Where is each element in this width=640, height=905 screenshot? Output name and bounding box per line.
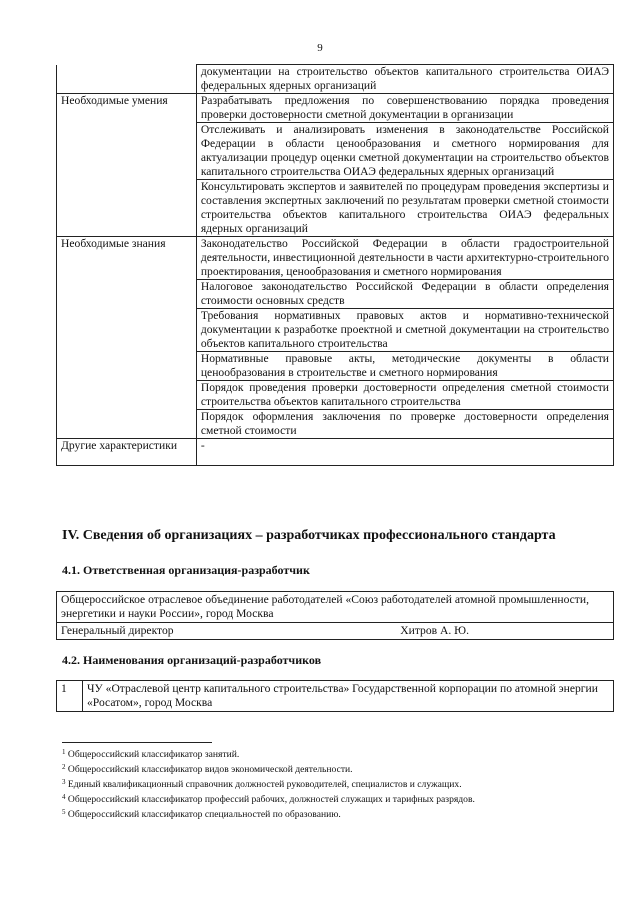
row-label [57,410,197,439]
director-cell [57,623,614,640]
row-text: Порядок оформления заключения по проверке достоверности определения сметной стоимости [196,410,613,439]
subsection-title: 4.1. Ответственная организация-разработчик [62,563,310,577]
row-label [57,280,197,309]
footnote [62,761,602,776]
developers-table [56,680,614,712]
subsection-title: 4.2. Наименования организаций-разработчиков [62,653,322,667]
footnote-text: Общероссийский классификатор видов экономической деятельности. [67,764,353,775]
row-text: документации на строительство объектов капитального строительства ОИАЭ федеральных ядерных организаций [196,65,613,94]
footnote-text: Общероссийский классификатор специальностей по образованию. [67,809,341,820]
table-row [57,592,614,623]
table-row [57,65,614,94]
row-text: Отслеживать и анализировать изменения в законодательстве Российской Федерации в области ценообразования и сметного нормирования для актуализации процедур оценки сметной документации на строительство объектов капитального строительства ОИАЭ федеральных ядерных организаций [196,123,613,180]
competency-table [56,64,614,466]
footnote [62,776,602,791]
responsible-org-table [56,591,614,640]
org-name: Общероссийское отраслевое объединение работодателей «Союз работодателей атомной промышленности, энергетики и науки России», город Москва [57,592,614,623]
director-title: Генеральный директор [61,624,174,637]
row-text: Порядок проведения проверки достоверности определения сметной стоимости строительства объектов капитального строительства [196,381,613,410]
row-label [57,65,197,94]
footnote-number: 1 [62,748,66,756]
footnote-number: 2 [62,763,66,771]
developer-number: 1 [57,681,83,712]
row-text: Разрабатывать предложения по совершенствованию порядка проведения проверки достоверности сметной документации в организации [196,94,613,123]
footnote [62,791,602,806]
footnote [62,746,602,761]
footnote-text: Общероссийский классификатор занятий. [67,749,240,760]
row-text: Требования нормативных правовых актов и нормативно-технической документации к разработке проектной и сметной документации на строительство объектов капитального строительства [196,309,613,352]
table-row [57,381,614,410]
table-row [57,180,614,237]
row-label [57,352,197,381]
footnote-number: 5 [62,808,66,816]
row-label: Другие характеристики [57,439,197,466]
footnote [62,806,602,821]
footnote-text: Общероссийский классификатор профессий рабочих, должностей служащих и тарифных разрядов. [67,794,475,805]
row-label [57,381,197,410]
table-row [57,309,614,352]
table-row [57,681,614,712]
footnote-number: 3 [62,778,66,786]
footnotes [62,746,602,821]
table-row [57,352,614,381]
footnote-divider [62,742,212,743]
row-text: Консультировать экспертов и заявителей по процедурам проведения экспертизы и составления экспертных заключений по результатам проверки сметной стоимости строительства объектов капитального строительства ОИАЭ федеральных ядерных организаций [196,180,613,237]
row-label: Необходимые умения [57,94,197,123]
table-row [57,439,614,466]
table-row [57,280,614,309]
row-text: Налоговое законодательство Российской Федерации в области определения стоимости основных средств [196,280,613,309]
section-title: IV. Сведения об организациях – разработчиках профессионального стандарта [62,528,556,543]
row-label: Необходимые знания [57,237,197,280]
row-label [57,309,197,352]
developer-name: ЧУ «Отраслевой центр капитального строительства» Государственной корпорации по атомной энергии «Росатом», город Москва [83,681,614,712]
table-row [57,410,614,439]
footnote-text: Единый квалификационный справочник должностей руководителей, специалистов и служащих. [67,779,462,790]
director-line [61,624,609,638]
page-number: 9 [317,42,323,54]
row-label [57,123,197,180]
row-text: Нормативные правовые акты, методические документы в области ценообразования в строительстве и сметного нормирования [196,352,613,381]
table-row [57,94,614,123]
row-text: - [196,439,613,466]
table-row [57,237,614,280]
row-text: Законодательство Российской Федерации в области градостроительной деятельности, инвестиционной деятельности в части архитектурно-строительного проектирования, ценообразования и сметного нормирования [196,237,613,280]
table-row [57,123,614,180]
director-name: Хитров А. Ю. [400,624,469,637]
row-label [57,180,197,237]
footnote-number: 4 [62,793,66,801]
table-row [57,623,614,640]
